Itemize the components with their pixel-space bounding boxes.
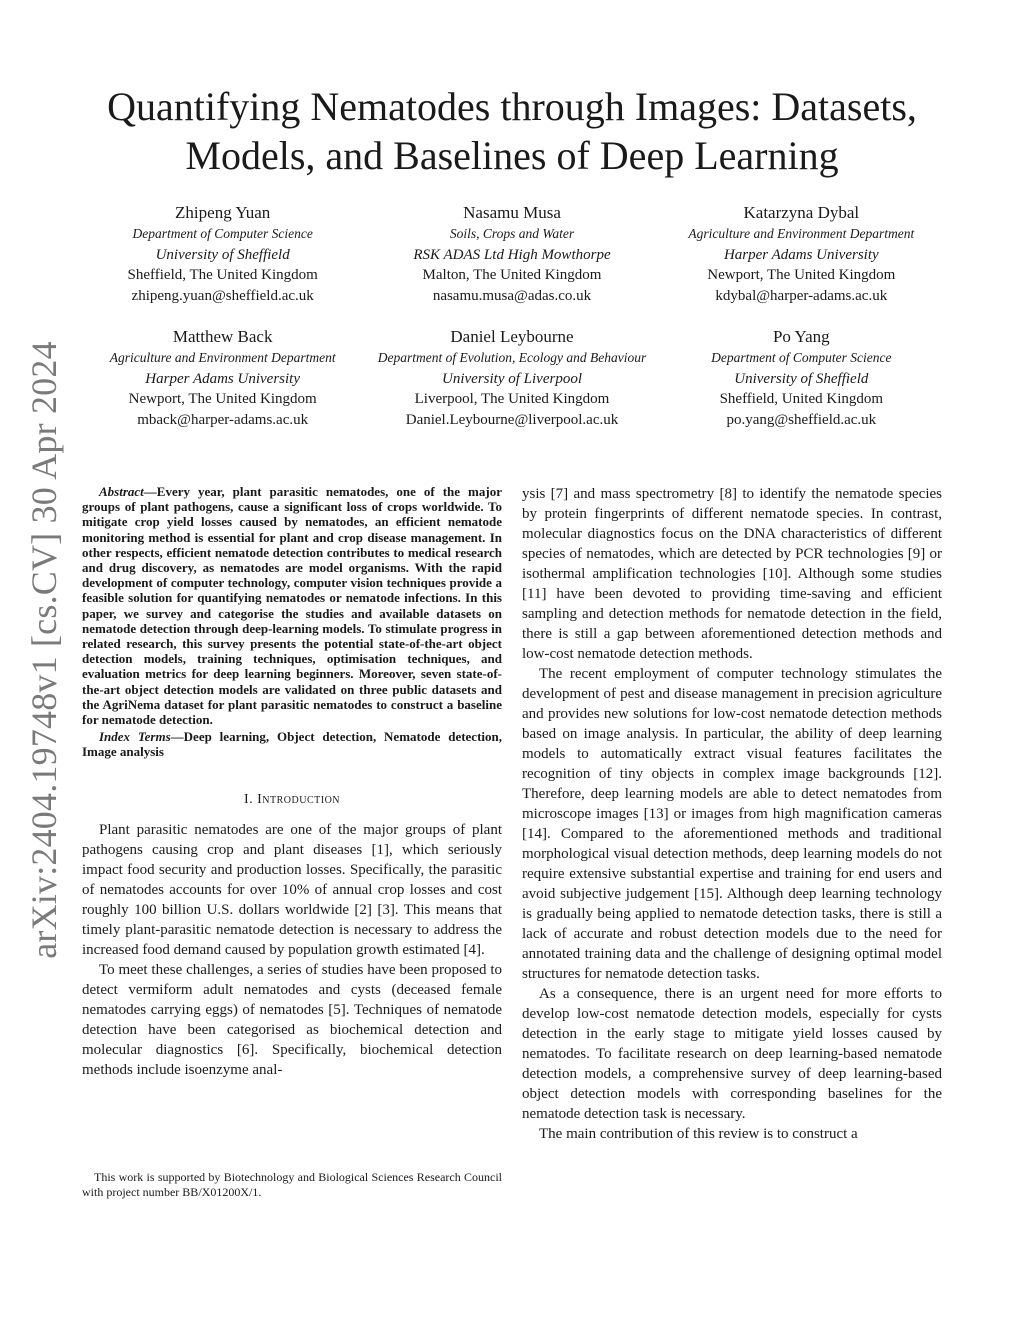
author-department: Agriculture and Environment Department (109, 350, 336, 365)
paper-title (80, 82, 944, 180)
author-department: Department of Evolution, Ecology and Behaviour (377, 350, 647, 365)
author-location: Sheffield, United Kingdom (719, 391, 884, 407)
body-paragraph: As a consequence, there is an urgent need for more efforts to develop low-cost nematode detection models, especially for cysts detection in the early stage to mitigate yield losses caused by nematodes. To facilitate research on deep learning-based nematode detection models, a comprehensive survey of deep learning-based object detection models with corresponding baselines for the nematode detection task is necessary. (522, 986, 942, 1122)
author-location: Malton, The United Kingdom (422, 267, 602, 283)
author-email[interactable]: Daniel.Leybourne@liverpool.ac.uk (405, 411, 619, 428)
author-5 (367, 326, 656, 430)
author-institution: University of Sheffield (734, 370, 869, 387)
author-block (78, 202, 946, 430)
author-department: Agriculture and Environment Department (688, 226, 915, 241)
title-line-1: Quantifying Nematodes through Images: Datasets, (107, 84, 917, 129)
author-name: Zhipeng Yuan (175, 203, 271, 222)
author-email[interactable]: po.yang@sheffield.ac.uk (726, 411, 877, 428)
abstract-label: Abstract (99, 484, 144, 499)
author-location: Newport, The United Kingdom (707, 267, 896, 283)
author-department: Soils, Crops and Water (449, 226, 575, 241)
author-location: Liverpool, The United Kingdom (414, 391, 610, 407)
author-4 (78, 326, 367, 430)
author-email[interactable]: zhipeng.yuan@sheffield.ac.uk (131, 287, 314, 304)
title-line-2: Models, and Baselines of Deep Learning (185, 133, 839, 178)
body-paragraph: The main contribution of this review is to construct a (539, 1126, 858, 1142)
body-paragraph: To meet these challenges, a series of studies have been proposed to detect vermiform adult nematodes and cysts (deceased female nematodes carrying eggs) of nematodes [5]. Techniques of nematode detection have been categorised as biochemical detection and molecular diagnostics [6]. Specifically, biochemical detection methods include isoenzyme anal- (82, 961, 502, 1078)
author-row-1 (78, 202, 946, 306)
footnote: This work is supported by Biotechnology and Biological Sciences Research Council with project number BB/X01200X/1. (82, 1170, 502, 1199)
author-location: Sheffield, The United Kingdom (127, 267, 318, 283)
section-title: Introduction (257, 791, 341, 807)
abstract-text: —Every year, plant parasitic nematodes, one of the major groups of plant pathogens, cause a significant loss of crops worldwide. To mitigate crop yield losses caused by nematodes, an efficient nematode monitoring method is essential for plant and crop disease management. In other respects, efficient nematode detection contributes to medical research and drug discovery, as nematodes are model organisms. With the rapid development of computer technology, computer vision techniques provide a feasible solution for quantifying nematodes or nematode infections. In this paper, we survey and categorise the studies and available datasets on nematode detection through deep-learning models. To stimulate progress in related research, this survey presents the potential state-of-the-art object detection models, training techniques, optimisation techniques, and evaluation metrics for deep learning beginners. Moreover, seven state-of-the-art object detection models are validated on three public datasets and the AgriNema dataset for plant parasitic nematodes to construct a baseline for nematode detection. (82, 484, 502, 728)
section-number: I. (243, 791, 254, 807)
author-department: Department of Computer Science (132, 226, 313, 241)
author-name: Matthew Back (172, 327, 273, 346)
index-terms (82, 729, 502, 759)
section-heading (82, 790, 502, 810)
author-name: Daniel Leybourne (450, 327, 574, 346)
author-institution: University of Sheffield (155, 246, 290, 263)
author-location: Newport, The United Kingdom (128, 391, 317, 407)
arxiv-identifier: arXiv:2404.19748v1 [cs.CV] 30 Apr 2024 (24, 341, 64, 959)
author-institution: Harper Adams University (723, 246, 879, 263)
arxiv-watermark (22, 341, 66, 959)
abstract (82, 484, 502, 727)
body-paragraph: The recent employment of computer technology stimulates the development of pest and disease management in precision agriculture and provides new solutions for low-cost nematode detection methods based on image analysis. In particular, the ability of deep learning models to automatically extract visual features facilitates the recognition of tiny objects in complex image backgrounds [12]. Therefore, deep learning models are able to detect nematodes from microscope images [13] or images from high magnification cameras [14]. Compared to the aforementioned methods and traditional morphological visual detection methods, deep learning models do not require extensive substantial expertise and training for end users and avoid subjective judgement [15]. Although deep learning technology is gradually being applied to nematode detection tasks, there is still a lack of accurate and robust detection models due to the need for annotated training data and the challenge of designing optimal model structures for nematode detection tasks. (522, 666, 942, 982)
author-email[interactable]: nasamu.musa@adas.co.uk (432, 287, 592, 304)
author-6 (657, 326, 946, 430)
author-department: Department of Computer Science (711, 350, 892, 365)
author-3 (657, 202, 946, 306)
body-paragraph: ysis [7] and mass spectrometry [8] to identify the nematode species by protein fingerprints of different nematode species. In contrast, molecular diagnostics focus on the DNA characteristics of different species of nematodes, which are detected by PCR technologies [9] or isothermal amplification technologies [10]. Although some studies [11] have been devoted to providing time-saving and efficient sampling and detection methods for nematode detection in the field, there is still a gap between aforementioned detection methods and low-cost nematode detection methods. (522, 486, 942, 662)
author-2 (367, 202, 656, 306)
author-institution: RSK ADAS Ltd High Mowthorpe (413, 246, 611, 263)
body-paragraph: Plant parasitic nematodes are one of the major groups of plant pathogens causing crop and plant diseases [1], which seriously impact food security and production losses. Specifically, the parasitic of nematodes accounts for over 10% of annual crop losses and cost roughly 100 billion U.S. dollars worldwide [2] [3]. This means that timely plant-parasitic nematode detection is necessary to address the increased food demand caused by population growth estimated [4]. (82, 821, 502, 958)
author-institution: University of Liverpool (442, 370, 582, 387)
author-name: Po Yang (772, 327, 830, 346)
index-terms-text: —Deep learning, Object detection, Nematode detection, Image analysis (82, 729, 502, 760)
author-row-2 (78, 326, 946, 430)
author-email[interactable]: kdybal@harper-adams.ac.uk (715, 287, 888, 304)
author-email[interactable]: mback@harper-adams.ac.uk (137, 411, 309, 428)
left-column (82, 484, 502, 1080)
index-terms-label: Index Terms (99, 729, 171, 745)
author-name: Nasamu Musa (463, 203, 561, 222)
right-column (522, 484, 942, 1144)
author-institution: Harper Adams University (145, 370, 301, 387)
author-name: Katarzyna Dybal (743, 203, 860, 222)
author-1 (78, 202, 367, 306)
